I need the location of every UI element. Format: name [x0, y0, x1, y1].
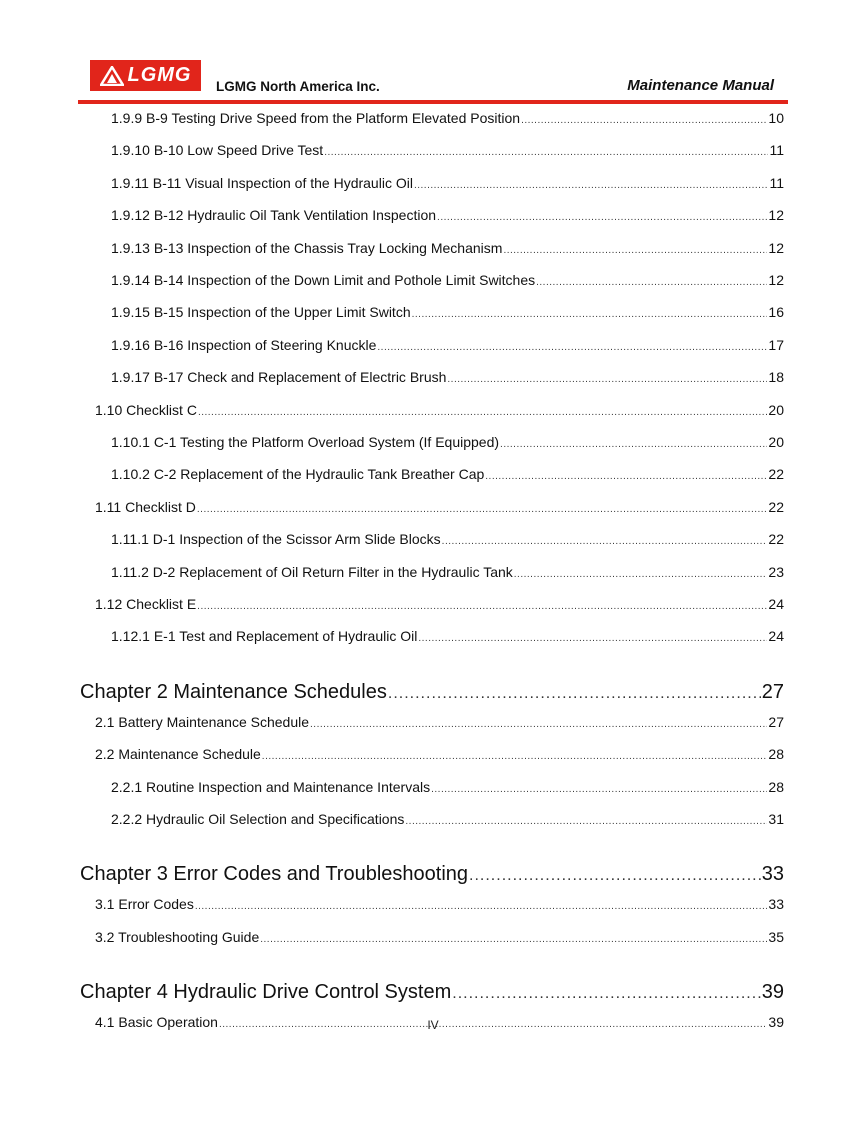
- toc-leader-dots: [514, 569, 768, 580]
- lgmg-logo: [90, 60, 201, 91]
- toc-entry[interactable]: [111, 434, 784, 450]
- toc-entry-title: 2.2 Maintenance Schedule: [95, 746, 261, 763]
- document-title: Maintenance Manual: [627, 77, 774, 94]
- toc-entry[interactable]: [111, 531, 784, 547]
- toc-entry-page: 12: [768, 239, 784, 256]
- toc-entry-title: 1.9.15 B-15 Inspection of the Upper Limit Switch: [111, 304, 411, 321]
- toc-entry[interactable]: [111, 240, 784, 256]
- toc-entry[interactable]: [111, 811, 784, 827]
- toc-leader-dots: [469, 867, 761, 885]
- toc-leader-dots: [377, 342, 767, 353]
- toc-entry[interactable]: [95, 714, 784, 730]
- toc-entry-page: 17: [768, 336, 784, 353]
- toc-entry-page: 16: [768, 304, 784, 321]
- toc-chapter-entry[interactable]: [80, 863, 784, 886]
- toc-entry-title: 1.11.2 D-2 Replacement of Oil Return Filter in the Hydraulic Tank: [111, 563, 513, 580]
- toc-entry-title: 1.9.11 B-11 Visual Inspection of the Hydraulic Oil: [111, 174, 413, 191]
- toc-leader-dots: [195, 901, 768, 912]
- toc-entry-title: 1.9.10 B-10 Low Speed Drive Test: [111, 142, 324, 159]
- toc-entry-title: 1.10.1 C-1 Testing the Platform Overload System (If Equipped): [111, 434, 500, 450]
- toc-entry[interactable]: [111, 628, 784, 644]
- toc-entry-title: Chapter 3 Error Codes and Troubleshooting: [80, 863, 469, 886]
- toc-entry-title: 1.9.9 B-9 Testing Drive Speed from the Platform Elevated Position: [111, 110, 521, 126]
- toc-entry-page: 27: [761, 680, 784, 703]
- toc-leader-dots: [388, 685, 761, 703]
- toc-entry-page: 23: [768, 563, 784, 580]
- company-name: LGMG North America Inc.: [216, 79, 380, 94]
- toc-entry-page: 27: [768, 713, 784, 730]
- toc-entry-page: 12: [768, 272, 784, 288]
- toc-entry[interactable]: [111, 369, 784, 385]
- toc-entry[interactable]: [95, 896, 784, 912]
- toc-leader-dots: [310, 719, 767, 730]
- toc-entry-title: 1.10 Checklist C: [95, 401, 197, 418]
- toc-entry-title: Chapter 4 Hydraulic Drive Control System: [80, 981, 452, 1004]
- toc-entry-page: 24: [768, 628, 784, 645]
- toc-entry[interactable]: [111, 466, 784, 482]
- toc-entry-page: 11: [769, 174, 784, 191]
- toc-entry-page: 28: [768, 746, 784, 763]
- toc-leader-dots: [447, 374, 767, 385]
- toc-entry-page: 35: [768, 928, 784, 945]
- toc-entry-page: 33: [761, 863, 784, 886]
- toc-entry-page: 22: [768, 498, 784, 515]
- header-rule: [78, 100, 788, 104]
- toc-entry-title: 3.2 Troubleshooting Guide: [95, 928, 260, 945]
- toc-entry-page: 20: [768, 401, 784, 418]
- toc-entry-page: 20: [768, 434, 784, 450]
- toc-entry[interactable]: [111, 175, 784, 191]
- toc-entry[interactable]: [95, 596, 784, 612]
- logo-triangle-icon: [100, 66, 124, 86]
- toc-entry[interactable]: [95, 499, 784, 515]
- toc-leader-dots: [262, 751, 768, 762]
- toc-entry-title: Chapter 2 Maintenance Schedules: [80, 680, 387, 703]
- toc-entry-title: 1.9.14 B-14 Inspection of the Down Limit and Pothole Limit Switches: [111, 272, 536, 288]
- toc-leader-dots: [260, 934, 767, 945]
- toc-entry-page: 12: [768, 207, 784, 224]
- toc-entry-page: 31: [768, 811, 784, 827]
- toc-entry[interactable]: [95, 402, 784, 418]
- toc-entry-title: 2.2.2 Hydraulic Oil Selection and Specifications: [111, 811, 405, 827]
- toc-leader-dots: [198, 407, 767, 418]
- toc-leader-dots: [197, 601, 767, 612]
- toc-leader-dots: [197, 504, 768, 515]
- toc-leader-dots: [437, 212, 767, 223]
- toc-entry-title: 1.9.17 B-17 Check and Replacement of Electric Brush: [111, 369, 447, 386]
- toc-leader-dots: [536, 277, 767, 288]
- page-number: IV: [427, 1018, 439, 1032]
- toc-entry-title: 1.12.1 E-1 Test and Replacement of Hydraulic Oil: [111, 628, 418, 645]
- toc-leader-dots: [414, 180, 769, 191]
- toc-entry-title: 1.10.2 C-2 Replacement of the Hydraulic Tank Breather Cap: [111, 466, 485, 483]
- toc-chapter-entry[interactable]: [80, 981, 784, 1004]
- toc-entry[interactable]: [111, 142, 784, 158]
- toc-entry-page: 18: [768, 369, 784, 386]
- toc-leader-dots: [324, 147, 768, 158]
- toc-entry[interactable]: [111, 110, 784, 126]
- page-header: [0, 0, 866, 106]
- toc-entry-title: 1.12 Checklist E: [95, 596, 197, 612]
- toc-entry-page: 22: [768, 466, 784, 483]
- toc-leader-dots: [412, 309, 768, 320]
- toc-entry[interactable]: [111, 272, 784, 288]
- toc-entry-title: 3.1 Error Codes: [95, 896, 194, 913]
- toc-entry-title: 1.11 Checklist D: [95, 498, 196, 515]
- toc-entry-page: 39: [761, 981, 784, 1004]
- toc-leader-dots: [442, 536, 768, 547]
- toc-entry-title: 1.11.1 D-1 Inspection of the Scissor Arm Slide Blocks: [111, 531, 441, 548]
- logo-text: LGMG: [127, 64, 192, 86]
- toc-entry-page: 22: [768, 531, 784, 548]
- toc-entry-page: 24: [768, 596, 784, 612]
- toc-entry-page: 10: [768, 110, 784, 126]
- toc-entry-title: 1.9.13 B-13 Inspection of the Chassis Tray Locking Mechanism: [111, 239, 503, 256]
- toc-leader-dots: [503, 245, 767, 256]
- toc-entry[interactable]: [111, 304, 784, 320]
- toc-leader-dots: [485, 471, 767, 482]
- toc-chapter-entry[interactable]: [80, 681, 784, 704]
- toc-entry-page: 33: [768, 896, 784, 913]
- toc-leader-dots: [418, 633, 767, 644]
- toc-leader-dots: [405, 816, 767, 827]
- toc-leader-dots: [521, 115, 767, 126]
- toc-entry-page: 11: [769, 142, 784, 159]
- toc-entry[interactable]: [95, 746, 784, 762]
- toc-entry[interactable]: [111, 564, 784, 580]
- toc-leader-dots: [452, 985, 761, 1003]
- toc-entry[interactable]: [111, 779, 784, 795]
- toc-leader-dots: [500, 439, 767, 450]
- toc-entry-title: 1.9.16 B-16 Inspection of Steering Knuckle: [111, 336, 377, 353]
- toc-entry-page: 39: [768, 1014, 784, 1031]
- toc-entry-title: 2.1 Battery Maintenance Schedule: [95, 713, 310, 730]
- toc-leader-dots: [431, 784, 767, 795]
- toc-entry-title: 4.1 Basic Operation: [95, 1014, 218, 1031]
- toc-entry[interactable]: [95, 929, 784, 945]
- toc-entry[interactable]: [111, 337, 784, 353]
- toc-entry-title: 1.9.12 B-12 Hydraulic Oil Tank Ventilation Inspection: [111, 207, 437, 224]
- toc-entry[interactable]: [111, 207, 784, 223]
- toc-entry-title: 2.2.1 Routine Inspection and Maintenance Intervals: [111, 778, 431, 795]
- toc-entry-page: 28: [768, 778, 784, 795]
